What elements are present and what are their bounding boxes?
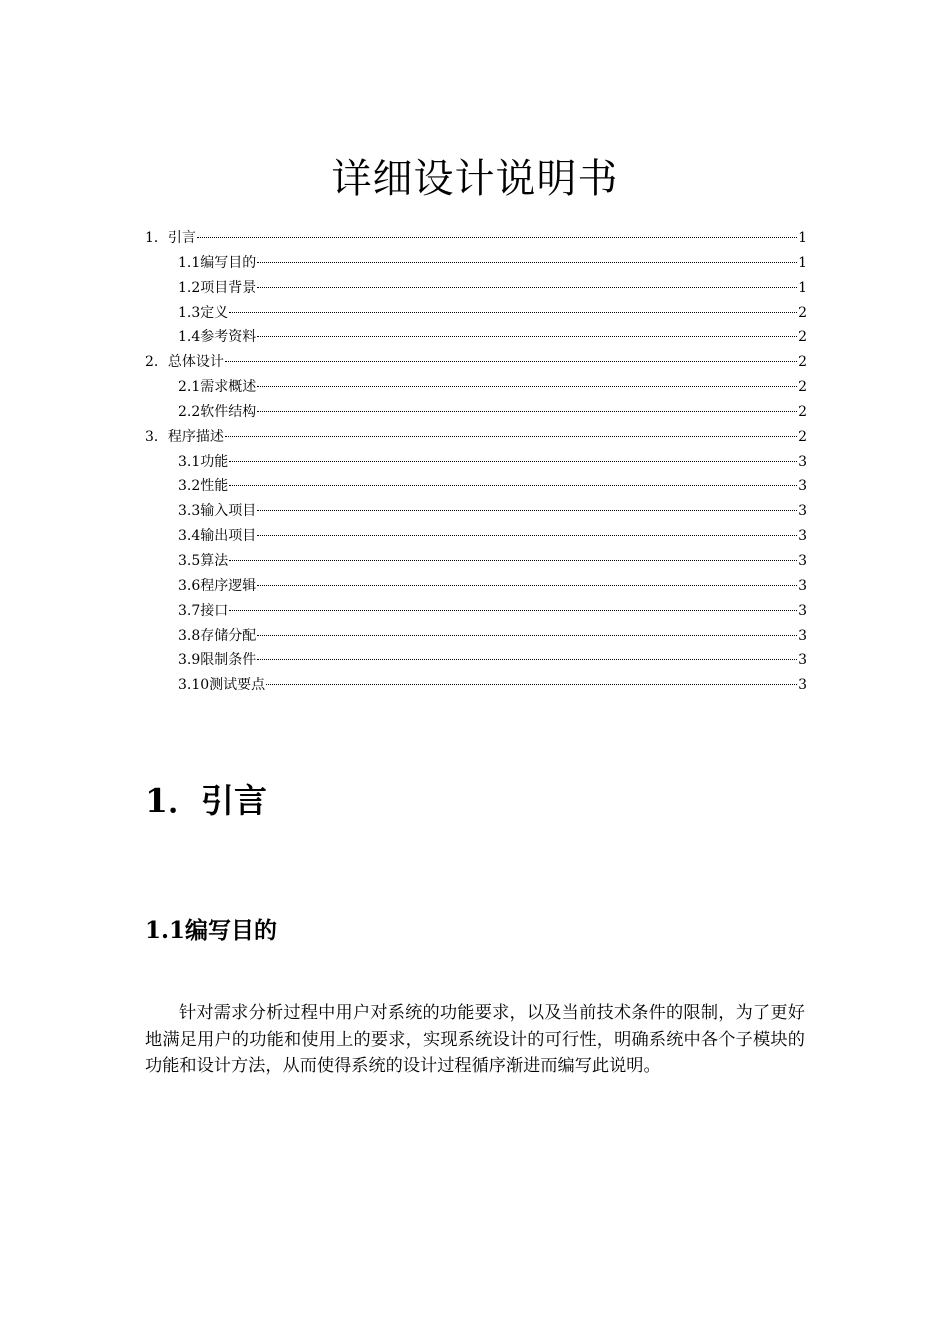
toc-page-number: 2 <box>798 428 807 445</box>
section-heading-introduction: 1．引言 <box>145 781 267 820</box>
toc-entry[interactable] <box>145 400 807 425</box>
toc-entry-label: 3.3输入项目 <box>178 503 257 520</box>
toc-page-number: 2 <box>798 329 807 346</box>
toc-entry[interactable] <box>145 251 807 276</box>
toc-page-number: 3 <box>798 528 807 545</box>
toc-entry[interactable] <box>145 474 807 499</box>
toc-entry-label: 3.4输出项目 <box>178 528 257 545</box>
toc-dot-leader <box>229 609 797 611</box>
toc-entry[interactable] <box>145 524 807 549</box>
toc-entry[interactable] <box>145 450 807 475</box>
toc-entry-label: 3.8存储分配 <box>178 627 257 644</box>
toc-entry-label: 1.2项目背景 <box>178 279 257 296</box>
toc-dot-leader <box>257 385 797 387</box>
toc-page-number: 1 <box>798 254 807 271</box>
toc-page-number: 2 <box>798 304 807 321</box>
toc-entry[interactable] <box>145 574 807 599</box>
toc-entry[interactable] <box>145 350 807 375</box>
toc-entry[interactable] <box>145 549 807 574</box>
toc-dot-leader <box>225 360 797 362</box>
table-of-contents <box>145 226 807 698</box>
toc-dot-leader <box>257 335 797 337</box>
toc-entry-label: 3.7接口 <box>178 602 229 619</box>
toc-page-number: 3 <box>798 652 807 669</box>
toc-entry-label: 3.5算法 <box>178 552 229 569</box>
toc-entry-label: 1.3定义 <box>178 304 229 321</box>
toc-entry[interactable] <box>145 325 807 350</box>
toc-entry[interactable] <box>145 425 807 450</box>
toc-dot-leader <box>257 584 797 586</box>
toc-entry[interactable] <box>145 673 807 698</box>
toc-dot-leader <box>229 484 797 486</box>
toc-entry[interactable] <box>145 499 807 524</box>
toc-entry-label: 3.6程序逻辑 <box>178 577 257 594</box>
toc-dot-leader <box>257 634 797 636</box>
toc-dot-leader <box>257 410 797 412</box>
toc-dot-leader <box>257 261 797 263</box>
toc-page-number: 3 <box>798 503 807 520</box>
toc-page-number: 1 <box>798 230 807 246</box>
toc-entry[interactable] <box>145 624 807 649</box>
toc-dot-leader <box>257 658 797 660</box>
toc-entry-label: 3.10测试要点 <box>178 677 266 694</box>
toc-dot-leader <box>197 236 797 238</box>
subsection-heading-purpose: 1.1编写目的 <box>145 917 278 944</box>
document-title: 详细设计说明书 <box>331 155 619 202</box>
toc-entry-label: 1.1编写目的 <box>178 254 257 271</box>
toc-entry-label: 3．程序描述 <box>145 428 224 445</box>
toc-page-number: 2 <box>798 379 807 396</box>
toc-page-number: 3 <box>798 577 807 594</box>
toc-entry-label: 2．总体设计 <box>145 354 224 371</box>
toc-page-number: 3 <box>798 453 807 470</box>
toc-page-number: 3 <box>798 627 807 644</box>
toc-page-number: 3 <box>798 677 807 694</box>
toc-page-number: 3 <box>798 478 807 495</box>
toc-entry-label: 3.9限制条件 <box>178 652 257 669</box>
toc-entry[interactable] <box>145 226 807 251</box>
toc-dot-leader <box>229 311 797 313</box>
toc-page-number: 2 <box>798 354 807 371</box>
toc-entry[interactable] <box>145 599 807 624</box>
toc-entry[interactable] <box>145 276 807 301</box>
toc-dot-leader <box>257 534 797 536</box>
toc-entry[interactable] <box>145 301 807 326</box>
toc-dot-leader <box>257 286 797 288</box>
toc-entry-label: 2.2软件结构 <box>178 403 257 420</box>
body-paragraph: 针对需求分析过程中用户对系统的功能要求，以及当前技术条件的限制，为了更好地满足用户的功能和使用上的要求，实现系统设计的可行性，明确系统中各个子模块的功能和设计方法，从而使得系统的设计过程循序渐进而编写此说明。 <box>145 1003 805 1076</box>
toc-dot-leader <box>229 559 797 561</box>
toc-entry-label: 1.4参考资料 <box>178 329 257 346</box>
toc-page-number: 3 <box>798 602 807 619</box>
toc-dot-leader <box>225 435 797 437</box>
toc-entry[interactable] <box>145 648 807 673</box>
toc-page-number: 2 <box>798 403 807 420</box>
toc-dot-leader <box>266 683 797 685</box>
toc-dot-leader <box>229 460 797 462</box>
toc-dot-leader <box>257 509 797 511</box>
toc-entry-label: 3.1功能 <box>178 453 229 470</box>
toc-entry[interactable] <box>145 375 807 400</box>
toc-page-number: 3 <box>798 552 807 569</box>
toc-entry-label: 2.1需求概述 <box>178 379 257 396</box>
toc-entry-label: 1．引言 <box>145 230 196 246</box>
toc-entry-label: 3.2性能 <box>178 478 229 495</box>
toc-page-number: 1 <box>798 279 807 296</box>
